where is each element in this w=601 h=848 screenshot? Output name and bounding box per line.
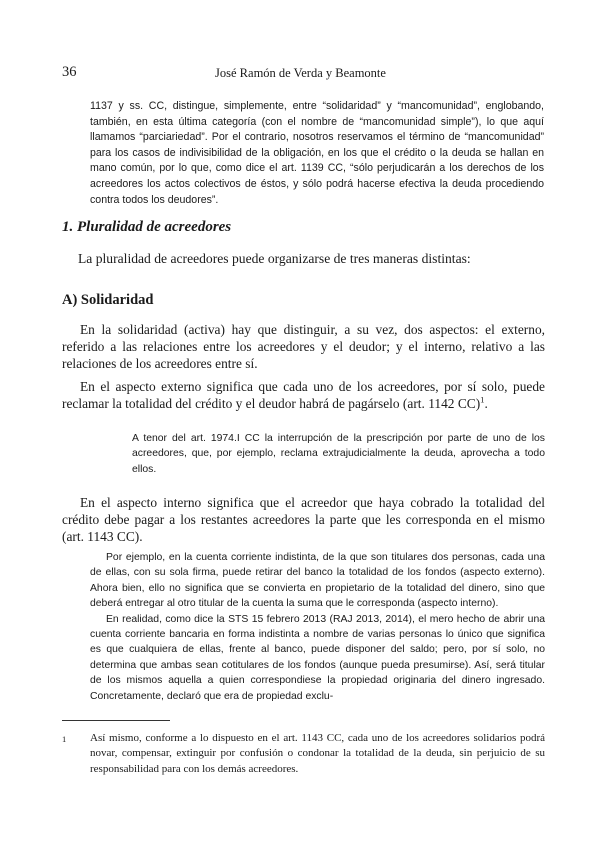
body-paragraph [62, 494, 545, 545]
subsection-heading: A) Solidaridad [62, 292, 154, 308]
note-text: A tenor del art. 1974.I CC la interrupción de la prescripción por parte de uno de los acreedores, que, por ejemplo, reclama extrajudicialmente la deuda, aprovecha a todo ellos. [132, 433, 545, 475]
indented-note [132, 431, 545, 477]
running-head: José Ramón de Verda y Beamonte [215, 66, 386, 80]
footnote-text: Así mismo, conforme a lo dispuesto en el art. 1143 CC, cada uno de los acreedores solidarios podrá novar, compensar, extinguir por confusión o condonar la totalidad de la deuda, sin perjuicio de su responsabilidad para con los demás acreedores. [90, 732, 545, 775]
page-number: 36 [62, 64, 77, 80]
quote-block: 1137 y ss. CC, distingue, simplemente, entre “solidaridad” y “mancomunidad”, englobando, también, en esta última categoría (con el nombre de “mancomunidad simple”), lo que aquí llamamos “parciariedad”. Por el contrario, nosotros reservamos el término de “mancomunidad” para los casos de indivisibilidad de la obligación, en los que el crédito o la deuda se hallan en mano común, por lo que, como dice el art. 1139 CC, “sólo perjudicarán a los derechos de los acreedores los actos colectivos de éstos, y sólo podrá hacerse efectiva la deuda procediendo contra todos los deudores”. [90, 100, 544, 206]
footnote-reference[interactable]: 1 [480, 394, 485, 405]
paragraph-text: En el aspecto interno significa que el acreedor que haya cobrado la totalidad del crédito debe pagar a los restantes acreedores la parte que les corresponda en el mismo (art. 1143 CC). [62, 495, 545, 544]
body-paragraph [62, 321, 545, 372]
footnote-number: 1 [62, 734, 67, 744]
footnote-divider [62, 720, 170, 721]
indented-note [90, 550, 545, 704]
paragraph-text-main: En el aspecto externo significa que cada uno de los acreedores, por sí solo, puede reclamar la totalidad del crédito y el deudor habrá de pagárselo (art. 1142 CC) [62, 379, 545, 411]
body-paragraph [62, 378, 545, 412]
paragraph-text: En la solidaridad (activa) hay que distinguir, a su vez, dos aspectos: el externo, referido a las relaciones entre los acreedores y el deudor; y el interno, relativo a las relaciones de los acreedores entre sí. [62, 322, 545, 371]
section-intro: La pluralidad de acreedores puede organizarse de tres maneras distintas: [78, 251, 471, 266]
paragraph-text-end: . [484, 396, 488, 411]
note-text: Por ejemplo, en la cuenta corriente indistinta, de la que son titulares dos personas, cada una de ellas, con su sola firma, puede retirar del banco la totalidad de los fondos (aspecto externo). Ahora bien, ello no significa que se convierta en propietario de la totalidad del dinero, sino que deberá entregar al otro titular de la cuenta la suma que le corresponda (aspecto interno). [90, 552, 545, 610]
section-heading: 1. Pluralidad de acreedores [62, 219, 232, 235]
note-text: En realidad, como dice la STS 15 febrero 2013 (RAJ 2013, 2014), el mero hecho de abrir una cuenta corriente bancaria en forma indistinta a nombre de varias personas lo único que significa es que cualquiera de ellas, frente al banco, puede disponer del saldo; pero, por sí solo, no determina que ambas sean cotitulares de los fondos (aunque pueda presumirse). Así, será titular de los mismos aquella a quien correspondiese la propiedad originaria del dinero ingresado. Concretamente, declaró que era de propiedad exclu- [90, 613, 545, 702]
paragraph-text [62, 378, 545, 412]
